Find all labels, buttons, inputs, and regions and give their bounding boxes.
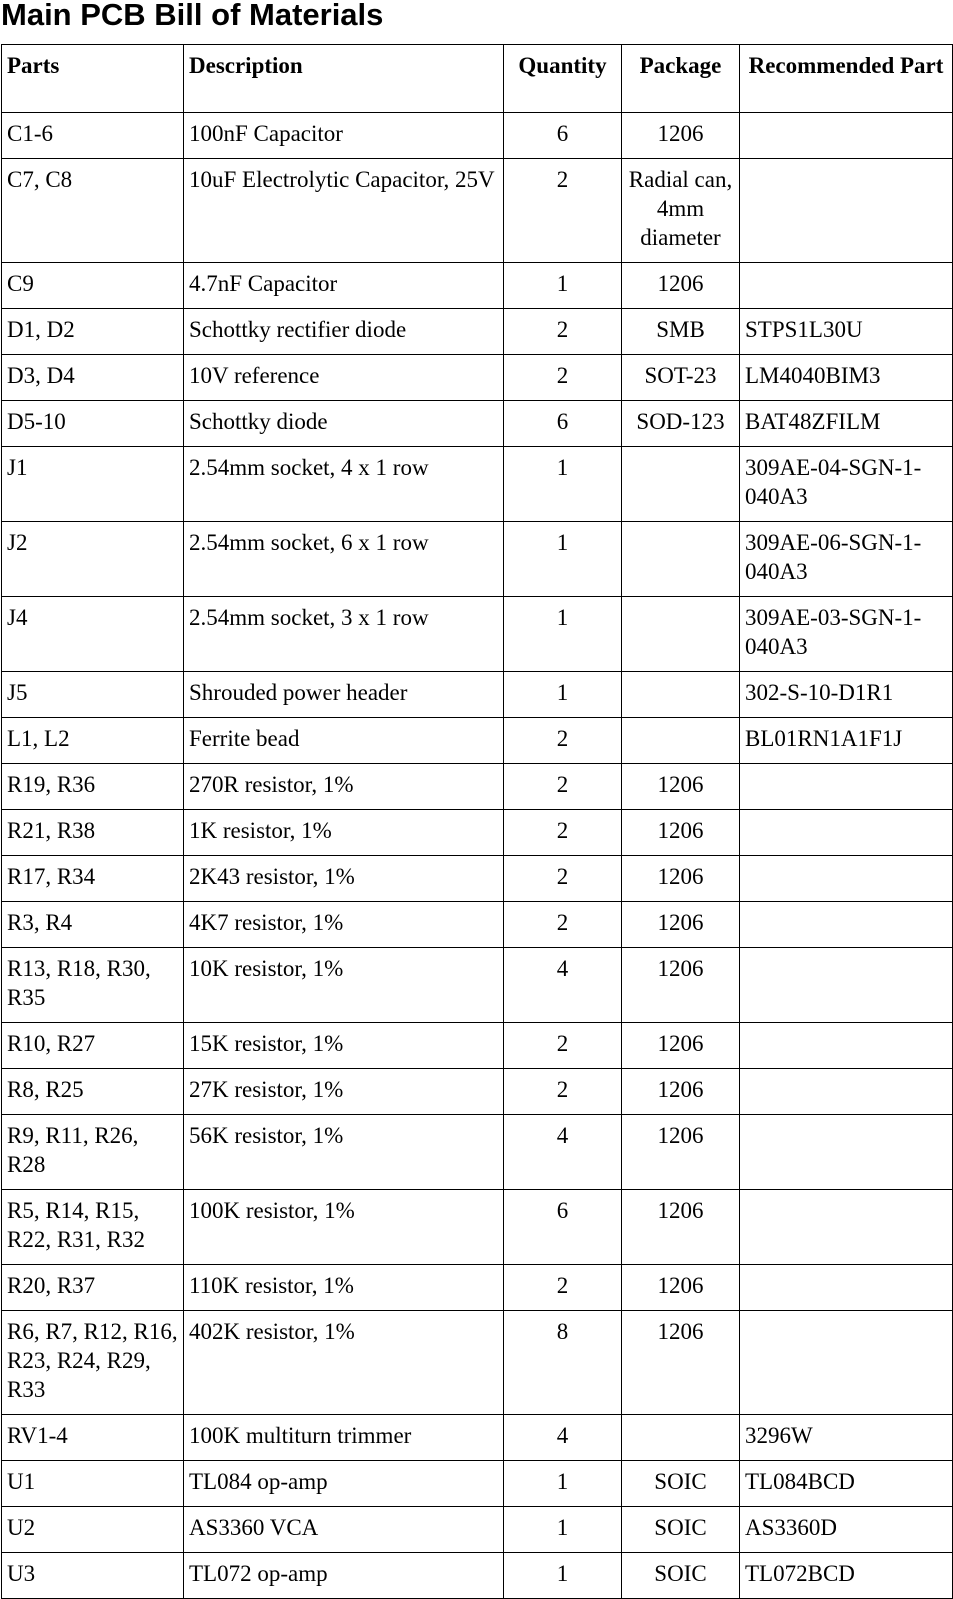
cell-quantity: 4 — [504, 1415, 622, 1461]
cell-package: SOIC — [622, 1553, 740, 1599]
table-row — [2, 1415, 953, 1461]
cell-package: 1206 — [622, 810, 740, 856]
cell-package: SOIC — [622, 1507, 740, 1553]
table-row — [2, 856, 953, 902]
cell-quantity: 1 — [504, 597, 622, 672]
cell-quantity: 1 — [504, 447, 622, 522]
cell-recommended-part: LM4040BIM3 — [740, 355, 953, 401]
cell-description: Schottky diode — [184, 401, 504, 447]
cell-recommended-part — [740, 902, 953, 948]
cell-parts: J1 — [2, 447, 184, 522]
table-row — [2, 948, 953, 1023]
cell-package: 1206 — [622, 764, 740, 810]
table-row — [2, 718, 953, 764]
cell-quantity: 2 — [504, 718, 622, 764]
cell-recommended-part — [740, 948, 953, 1023]
cell-package: 1206 — [622, 113, 740, 159]
cell-quantity: 1 — [504, 1553, 622, 1599]
cell-description: 10V reference — [184, 355, 504, 401]
cell-recommended-part: STPS1L30U — [740, 309, 953, 355]
table-row — [2, 355, 953, 401]
cell-parts: J5 — [2, 672, 184, 718]
cell-description: 1K resistor, 1% — [184, 810, 504, 856]
cell-package — [622, 718, 740, 764]
cell-package — [622, 1415, 740, 1461]
cell-quantity: 6 — [504, 1190, 622, 1265]
cell-parts: J4 — [2, 597, 184, 672]
cell-package: 1206 — [622, 1190, 740, 1265]
cell-recommended-part — [740, 856, 953, 902]
cell-description: 402K resistor, 1% — [184, 1311, 504, 1415]
cell-recommended-part: TL072BCD — [740, 1553, 953, 1599]
cell-quantity: 8 — [504, 1311, 622, 1415]
table-row — [2, 1265, 953, 1311]
cell-description: Ferrite bead — [184, 718, 504, 764]
cell-quantity: 1 — [504, 522, 622, 597]
cell-description: 2.54mm socket, 6 x 1 row — [184, 522, 504, 597]
cell-recommended-part — [740, 1265, 953, 1311]
table-row — [2, 522, 953, 597]
cell-description: 110K resistor, 1% — [184, 1265, 504, 1311]
table-row — [2, 113, 953, 159]
cell-recommended-part: 309AE-03-SGN-1-040A3 — [740, 597, 953, 672]
cell-description: AS3360 VCA — [184, 1507, 504, 1553]
cell-package: 1206 — [622, 1023, 740, 1069]
column-header-recommended-part: Recommended Part — [740, 45, 953, 113]
cell-parts: D1, D2 — [2, 309, 184, 355]
cell-package — [622, 597, 740, 672]
cell-recommended-part — [740, 1023, 953, 1069]
cell-quantity: 1 — [504, 672, 622, 718]
cell-parts: R19, R36 — [2, 764, 184, 810]
cell-quantity: 2 — [504, 902, 622, 948]
cell-package: SMB — [622, 309, 740, 355]
cell-description: 4.7nF Capacitor — [184, 263, 504, 309]
table-row — [2, 597, 953, 672]
column-header-quantity: Quantity — [504, 45, 622, 113]
cell-parts: RV1-4 — [2, 1415, 184, 1461]
cell-parts: L1, L2 — [2, 718, 184, 764]
cell-recommended-part — [740, 263, 953, 309]
cell-package: SOD-123 — [622, 401, 740, 447]
cell-package — [622, 522, 740, 597]
cell-description: 2K43 resistor, 1% — [184, 856, 504, 902]
cell-parts: U3 — [2, 1553, 184, 1599]
cell-package: 1206 — [622, 856, 740, 902]
cell-description: 10K resistor, 1% — [184, 948, 504, 1023]
cell-recommended-part — [740, 113, 953, 159]
table-row — [2, 1190, 953, 1265]
cell-quantity: 2 — [504, 355, 622, 401]
page-title: Main PCB Bill of Materials — [1, 0, 384, 32]
table-row — [2, 309, 953, 355]
cell-parts: R5, R14, R15, R22, R31, R32 — [2, 1190, 184, 1265]
cell-package — [622, 672, 740, 718]
cell-recommended-part — [740, 1311, 953, 1415]
column-header-description: Description — [184, 45, 504, 113]
cell-description: 270R resistor, 1% — [184, 764, 504, 810]
cell-quantity: 1 — [504, 263, 622, 309]
cell-description: 4K7 resistor, 1% — [184, 902, 504, 948]
cell-recommended-part — [740, 1069, 953, 1115]
cell-quantity: 4 — [504, 948, 622, 1023]
cell-recommended-part — [740, 1190, 953, 1265]
table-row — [2, 263, 953, 309]
cell-package: 1206 — [622, 1115, 740, 1190]
table-row — [2, 1115, 953, 1190]
cell-parts: C9 — [2, 263, 184, 309]
table-row — [2, 810, 953, 856]
cell-parts: R3, R4 — [2, 902, 184, 948]
cell-recommended-part: 309AE-04-SGN-1-040A3 — [740, 447, 953, 522]
table-row — [2, 159, 953, 263]
table-row — [2, 447, 953, 522]
cell-package: 1206 — [622, 948, 740, 1023]
cell-parts: R20, R37 — [2, 1265, 184, 1311]
table-header-row — [2, 45, 953, 113]
column-header-package: Package — [622, 45, 740, 113]
cell-quantity: 2 — [504, 1069, 622, 1115]
cell-package: SOT-23 — [622, 355, 740, 401]
cell-package: 1206 — [622, 1069, 740, 1115]
cell-recommended-part: 302-S-10-D1R1 — [740, 672, 953, 718]
cell-parts: R10, R27 — [2, 1023, 184, 1069]
cell-recommended-part: TL084BCD — [740, 1461, 953, 1507]
cell-package: 1206 — [622, 1265, 740, 1311]
table-body — [2, 113, 953, 1599]
cell-parts: D5-10 — [2, 401, 184, 447]
cell-description: Schottky rectifier diode — [184, 309, 504, 355]
table-row — [2, 1023, 953, 1069]
cell-quantity: 2 — [504, 856, 622, 902]
table-row — [2, 1069, 953, 1115]
table-row — [2, 1311, 953, 1415]
cell-description: 56K resistor, 1% — [184, 1115, 504, 1190]
table-row — [2, 672, 953, 718]
cell-recommended-part: 309AE-06-SGN-1-040A3 — [740, 522, 953, 597]
cell-quantity: 2 — [504, 309, 622, 355]
cell-description: 15K resistor, 1% — [184, 1023, 504, 1069]
cell-description: 10uF Electrolytic Capacitor, 25V — [184, 159, 504, 263]
cell-recommended-part — [740, 1115, 953, 1190]
cell-parts: R13, R18, R30, R35 — [2, 948, 184, 1023]
cell-recommended-part — [740, 159, 953, 263]
table-row — [2, 1507, 953, 1553]
column-header-parts: Parts — [2, 45, 184, 113]
cell-parts: D3, D4 — [2, 355, 184, 401]
cell-package — [622, 447, 740, 522]
cell-quantity: 4 — [504, 1115, 622, 1190]
cell-description: TL084 op-amp — [184, 1461, 504, 1507]
table-row — [2, 1553, 953, 1599]
cell-description: 2.54mm socket, 3 x 1 row — [184, 597, 504, 672]
cell-recommended-part: BL01RN1A1F1J — [740, 718, 953, 764]
cell-package: 1206 — [622, 902, 740, 948]
cell-package: SOIC — [622, 1461, 740, 1507]
cell-parts: U2 — [2, 1507, 184, 1553]
cell-parts: R17, R34 — [2, 856, 184, 902]
cell-recommended-part — [740, 764, 953, 810]
cell-quantity: 2 — [504, 1265, 622, 1311]
cell-parts: R9, R11, R26, R28 — [2, 1115, 184, 1190]
cell-parts: C1-6 — [2, 113, 184, 159]
cell-package: 1206 — [622, 1311, 740, 1415]
cell-quantity: 2 — [504, 810, 622, 856]
cell-recommended-part: 3296W — [740, 1415, 953, 1461]
cell-description: 100nF Capacitor — [184, 113, 504, 159]
cell-quantity: 2 — [504, 159, 622, 263]
table-row — [2, 764, 953, 810]
table-row — [2, 902, 953, 948]
cell-description: Shrouded power header — [184, 672, 504, 718]
cell-parts: R6, R7, R12, R16, R23, R24, R29, R33 — [2, 1311, 184, 1415]
cell-quantity: 1 — [504, 1507, 622, 1553]
cell-recommended-part: AS3360D — [740, 1507, 953, 1553]
cell-quantity: 1 — [504, 1461, 622, 1507]
cell-recommended-part: BAT48ZFILM — [740, 401, 953, 447]
cell-description: 2.54mm socket, 4 x 1 row — [184, 447, 504, 522]
cell-parts: R21, R38 — [2, 810, 184, 856]
cell-package: Radial can, 4mm diameter — [622, 159, 740, 263]
cell-parts: U1 — [2, 1461, 184, 1507]
cell-parts: J2 — [2, 522, 184, 597]
cell-parts: R8, R25 — [2, 1069, 184, 1115]
cell-parts: C7, C8 — [2, 159, 184, 263]
cell-description: TL072 op-amp — [184, 1553, 504, 1599]
table-row — [2, 401, 953, 447]
cell-quantity: 2 — [504, 764, 622, 810]
cell-description: 100K resistor, 1% — [184, 1190, 504, 1265]
cell-description: 27K resistor, 1% — [184, 1069, 504, 1115]
cell-package: 1206 — [622, 263, 740, 309]
cell-quantity: 2 — [504, 1023, 622, 1069]
cell-recommended-part — [740, 810, 953, 856]
table-row — [2, 1461, 953, 1507]
cell-description: 100K multiturn trimmer — [184, 1415, 504, 1461]
cell-quantity: 6 — [504, 401, 622, 447]
bom-table — [1, 44, 953, 1599]
cell-quantity: 6 — [504, 113, 622, 159]
